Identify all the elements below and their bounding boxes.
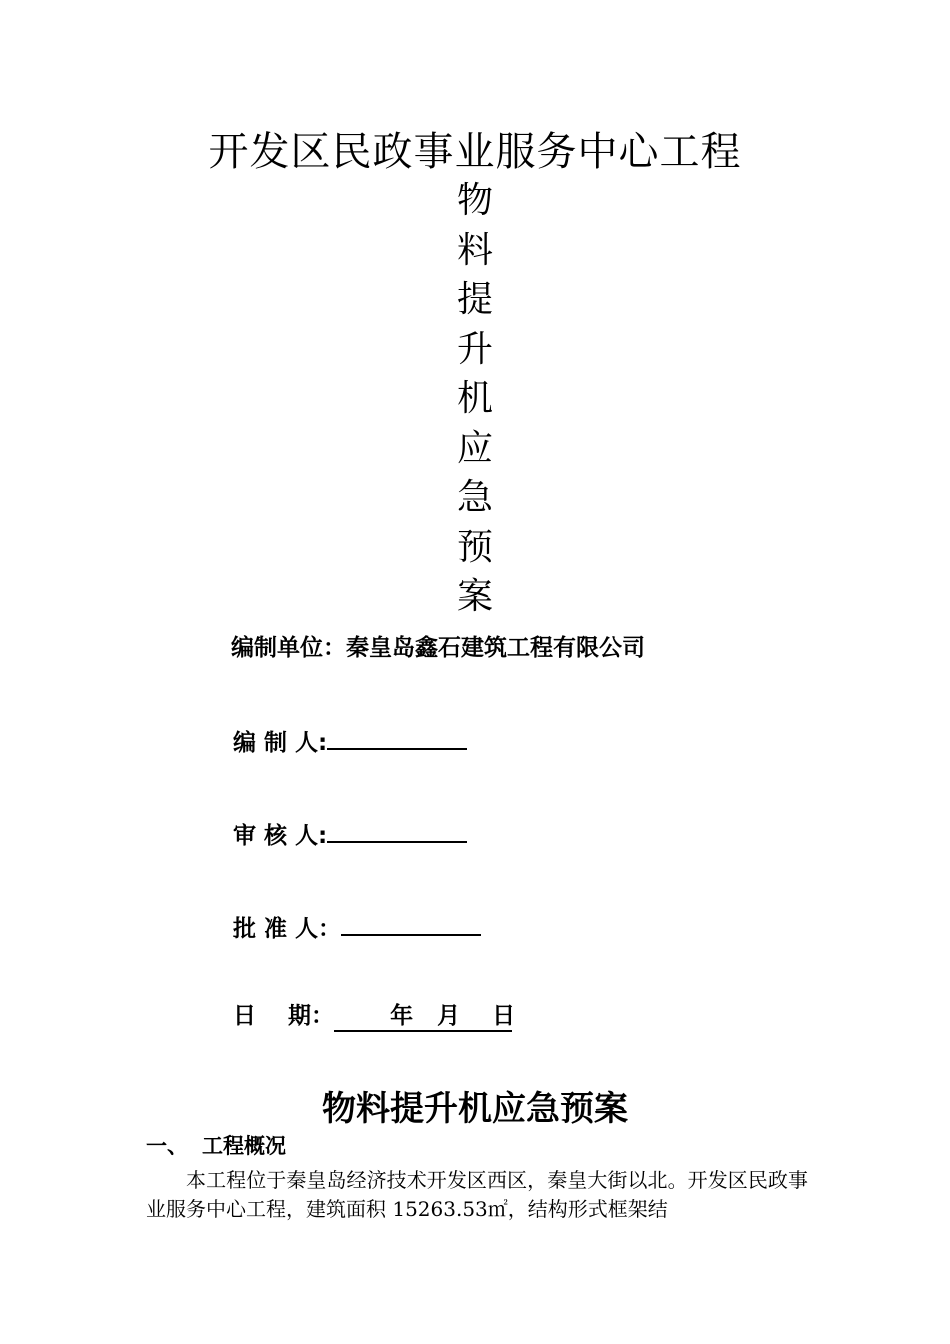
overview-paragraph: 本工程位于秦皇岛经济技术开发区西区，秦皇大街以北。开发区民政事业服务中心工程，建筑面积 15263.53㎡，结构形式框架结	[146, 1168, 808, 1221]
approved-by-label: 批 准 人：	[233, 916, 342, 942]
vertical-char: 预	[456, 526, 493, 568]
compiler-unit: 编制单位：秦皇岛鑫石建筑工程有限公司	[231, 635, 645, 661]
vertical-char: 机	[456, 378, 493, 419]
reviewed-by-label: 审 核 人:	[233, 823, 328, 849]
vertical-char: 急	[456, 477, 493, 518]
vertical-char: 提	[456, 279, 493, 320]
reviewed-by-field	[233, 815, 467, 854]
date-label: 日 期：	[233, 1003, 335, 1029]
compiled-by-field	[233, 722, 467, 761]
heading-text: 工程概况	[202, 1134, 286, 1158]
vertical-char: 料	[456, 229, 493, 271]
vertical-char: 升	[456, 328, 493, 370]
approved-by-blank	[341, 908, 481, 936]
reviewed-by-blank	[327, 815, 467, 843]
date-value: 年 月 日	[334, 1002, 512, 1032]
compiled-by-label: 编 制 人:	[233, 730, 328, 756]
section-title: 物料提升机应急预案	[322, 1089, 628, 1129]
section-heading	[146, 1131, 286, 1161]
heading-number: 一、	[146, 1134, 188, 1158]
date-field	[233, 998, 516, 1034]
cover-title: 开发区民政事业服务中心工程	[208, 129, 742, 175]
vertical-char: 应	[456, 427, 493, 469]
approved-by-field	[233, 908, 481, 947]
vertical-char: 物	[456, 180, 493, 221]
vertical-char: 案	[456, 576, 493, 617]
compiled-by-blank	[327, 722, 467, 750]
vertical-title	[440, 176, 510, 622]
